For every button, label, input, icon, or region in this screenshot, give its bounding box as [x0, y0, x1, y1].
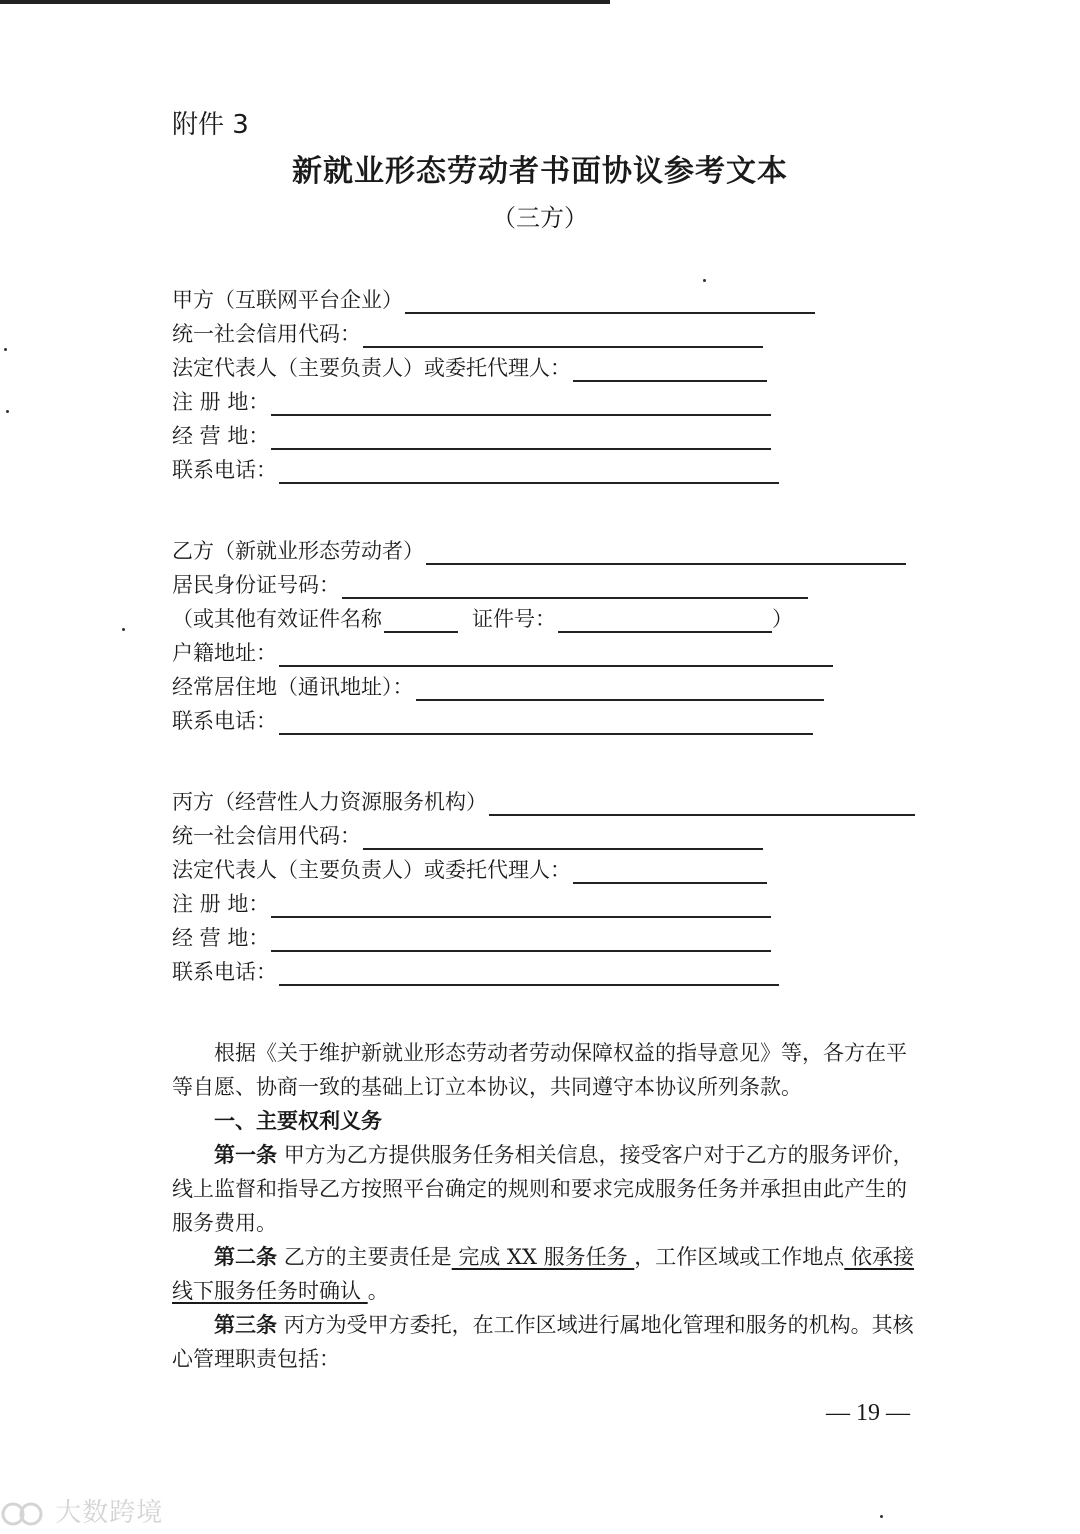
party-b-phone-label: 联系电话： — [172, 709, 277, 733]
party-b-other-id-number-blank[interactable] — [558, 609, 772, 633]
party-c-name-blank[interactable] — [489, 792, 915, 816]
party-b-other-id-close: ） — [772, 607, 793, 631]
article-3-text: 丙方为受甲方委托，在工作区域进行属地化管理和服务的机构。其核心管理职责包括： — [172, 1313, 914, 1371]
document-title: 新就业形态劳动者书面协议参考文本 — [292, 154, 788, 189]
party-a-operating-row — [172, 418, 771, 450]
scan-speck — [6, 410, 9, 413]
party-b-household-row — [172, 635, 833, 667]
party-a-credit-blank[interactable] — [363, 324, 763, 348]
party-b-other-id-type-blank[interactable] — [384, 609, 458, 633]
party-a-phone-blank[interactable] — [279, 460, 779, 484]
party-a-name-label: 甲方（互联网平台企业） — [172, 288, 403, 312]
article-1 — [172, 1138, 924, 1240]
party-a-registered-row — [172, 384, 771, 416]
article-2 — [172, 1240, 924, 1308]
scan-speck — [122, 628, 125, 631]
party-b-phone-row — [172, 703, 813, 735]
party-a-phone-row — [172, 452, 779, 484]
article-1-text: 甲方为乙方提供服务任务相关信息，接受客户对于乙方的服务评价，线上监督和指导乙方按照平台确定的规则和要求完成服务任务并承担由此产生的服务费用。 — [172, 1143, 914, 1235]
scan-speck — [880, 1515, 883, 1518]
party-c-credit-row — [172, 818, 763, 850]
article-2-task-fill: 完成 XX 服务任务 — [451, 1245, 635, 1269]
party-b-name-blank[interactable] — [426, 541, 906, 565]
party-a-registered-label: 注 册 地： — [172, 390, 270, 414]
party-a-operating-label: 经 营 地： — [172, 424, 270, 448]
party-b-residence-label: 经常居住地（通讯地址）： — [172, 675, 414, 699]
party-c-rep-label: 法定代表人（主要负责人）或委托代理人： — [172, 858, 571, 882]
party-a-credit-label: 统一社会信用代码： — [172, 322, 361, 346]
page-number: — 19 — — [826, 1400, 910, 1426]
scan-top-edge — [0, 0, 610, 4]
party-b-name-label: 乙方（新就业形态劳动者） — [172, 539, 424, 563]
party-c-phone-row — [172, 954, 779, 986]
attachment-label: 附件 3 — [172, 110, 249, 140]
watermark-text: 大数跨境 — [55, 1498, 164, 1528]
party-b-id-label: 居民身份证号码： — [172, 573, 340, 597]
party-b-household-label: 户籍地址： — [172, 641, 277, 665]
party-b-id-row — [172, 567, 808, 599]
scan-speck — [4, 348, 7, 351]
party-c-operating-label: 经 营 地： — [172, 926, 270, 950]
party-b-residence-row — [172, 669, 824, 701]
article-2-text-2: ，工作区域或工作地点 — [634, 1245, 845, 1269]
party-a-registered-blank[interactable] — [271, 392, 771, 416]
party-b-phone-blank[interactable] — [279, 711, 813, 735]
party-b-other-id-number-label: 证件号： — [472, 607, 556, 631]
party-c-credit-blank[interactable] — [363, 826, 763, 850]
intro-paragraph: 根据《关于维护新就业形态劳动者劳动保障权益的指导意见》等，各方在平等自愿、协商一致的基础上订立本协议，共同遵守本协议所列条款。 — [172, 1041, 907, 1099]
article-3 — [172, 1308, 924, 1376]
party-b-household-blank[interactable] — [279, 643, 833, 667]
party-c-operating-row — [172, 920, 771, 952]
party-c-name-label: 丙方（经营性人力资源服务机构） — [172, 790, 487, 814]
party-a-rep-label: 法定代表人（主要负责人）或委托代理人： — [172, 356, 571, 380]
party-a-operating-blank[interactable] — [271, 426, 771, 450]
party-c-rep-blank[interactable] — [573, 860, 767, 884]
party-b-id-blank[interactable] — [342, 575, 808, 599]
party-c-registered-label: 注 册 地： — [172, 892, 270, 916]
party-a-name-blank[interactable] — [405, 290, 815, 314]
party-b-other-id-label: （或其他有效证件名称 — [172, 607, 382, 631]
party-b-name-row — [172, 533, 906, 565]
party-c-phone-blank[interactable] — [279, 962, 779, 986]
document-subtitle: （三方） — [492, 204, 588, 232]
article-2-label: 第二条 — [214, 1244, 277, 1269]
party-c-name-row — [172, 784, 915, 816]
party-b-residence-blank[interactable] — [416, 677, 824, 701]
watermark — [0, 1492, 163, 1529]
party-c-credit-label: 统一社会信用代码： — [172, 824, 361, 848]
party-a-rep-row — [172, 350, 767, 382]
article-2-location-fill: 依承接线下服务任务时确认 — [172, 1245, 914, 1303]
party-a-name-row — [172, 282, 815, 314]
section-heading: 一、主要权利义务 — [214, 1109, 382, 1133]
article-3-label: 第三条 — [214, 1312, 277, 1337]
party-c-phone-label: 联系电话： — [172, 960, 277, 984]
party-c-operating-blank[interactable] — [271, 928, 771, 952]
party-c-registered-blank[interactable] — [271, 894, 771, 918]
scan-speck — [703, 279, 706, 282]
article-2-text-1: 乙方的主要责任是 — [283, 1245, 452, 1269]
party-c-rep-row — [172, 852, 767, 884]
party-a-credit-row — [172, 316, 763, 348]
party-a-rep-blank[interactable] — [573, 358, 767, 382]
party-b-other-id-row — [172, 601, 793, 633]
article-2-text-3: 。 — [367, 1279, 389, 1303]
party-a-phone-label: 联系电话： — [172, 458, 277, 482]
article-1-label: 第一条 — [214, 1142, 277, 1167]
watermark-logo-icon — [0, 1499, 46, 1529]
party-c-registered-row — [172, 886, 771, 918]
